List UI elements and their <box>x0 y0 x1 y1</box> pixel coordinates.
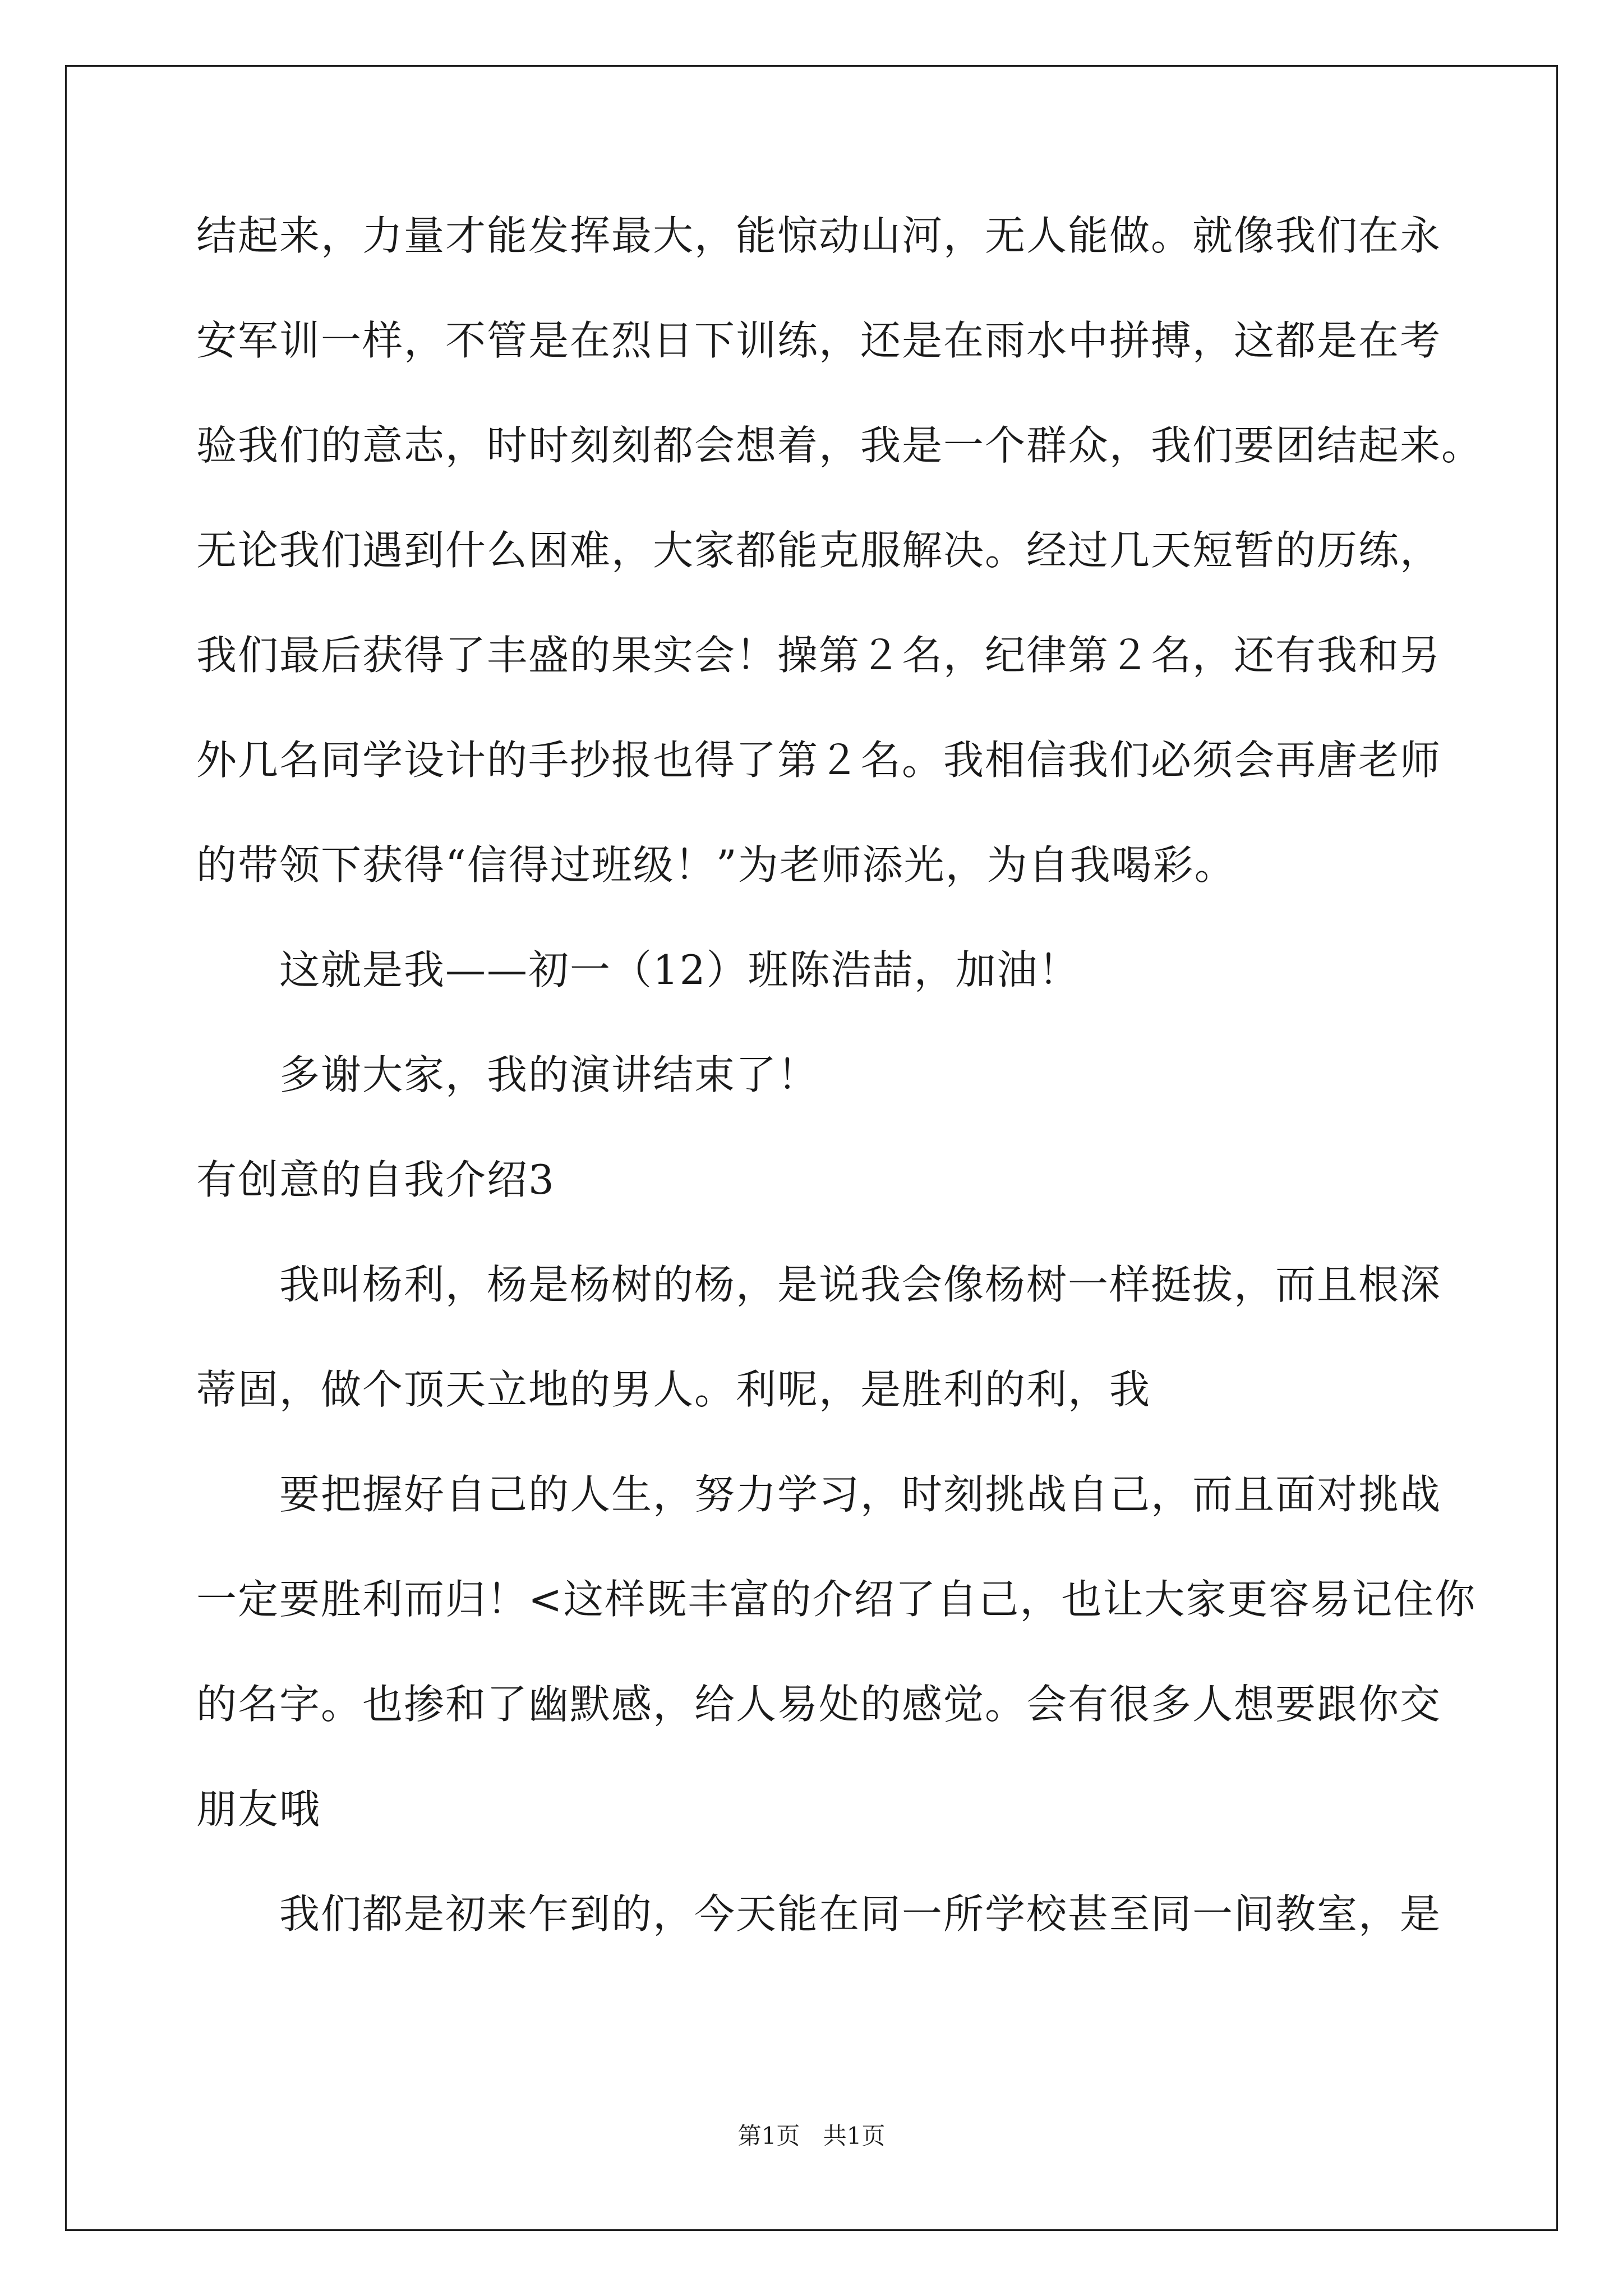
text-line: 蒂固，做个顶天立地的男人。利呢，是胜利的利，我 <box>196 1366 1151 1413</box>
text-line: 的名字。也掺和了幽默感，给人易处的感觉。会有很多人想要跟你交 <box>196 1681 1442 1728</box>
text-line: 一定要胜利而归！<这样既丰富的介绍了自己，也让大家更容易记住你 <box>196 1576 1477 1623</box>
section-heading: 有创意的自我介绍3 <box>196 1156 555 1203</box>
text-line: 要把握好自己的人生，努力学习，时刻挑战自己，而且面对挑战 <box>279 1471 1442 1518</box>
page-number: 第1页 <box>737 2122 800 2150</box>
text-line: 结起来，力量才能发挥最大，能惊动山河，无人能做。就像我们在永 <box>196 212 1442 259</box>
text-line: 这就是我——初一（12）班陈浩喆，加油！ <box>279 946 1080 993</box>
text-line: 多谢大家，我的演讲结束了！ <box>279 1051 819 1098</box>
page-footer <box>0 2120 1623 2152</box>
text-line: 我们最后获得了丰盛的果实会！操第２名，纪律第２名，还有我和另 <box>196 632 1442 679</box>
text-line: 朋友哦 <box>196 1786 321 1833</box>
text-line: 无论我们遇到什么困难，大家都能克服解决。经过几天短暂的历练， <box>196 527 1442 574</box>
text-line: 验我们的意志，时时刻刻都会想着，我是一个群众，我们要团结起来。 <box>196 422 1483 469</box>
text-line: 安军训一样，不管是在烈日下训练，还是在雨水中拼搏，这都是在考 <box>196 317 1442 364</box>
text-line: 我们都是初来乍到的，今天能在同一所学校甚至同一间教室，是 <box>279 1890 1442 1938</box>
page-count: 共1页 <box>823 2122 886 2150</box>
text-line: 外几名同学设计的手抄报也得了第２名。我相信我们必须会再唐老师 <box>196 737 1442 784</box>
text-line: 我叫杨利，杨是杨树的杨，是说我会像杨树一样挺拔，而且根深 <box>279 1261 1442 1308</box>
text-line: 的带领下获得“信得过班级！”为老师添光，为自我喝彩。 <box>196 841 1236 889</box>
